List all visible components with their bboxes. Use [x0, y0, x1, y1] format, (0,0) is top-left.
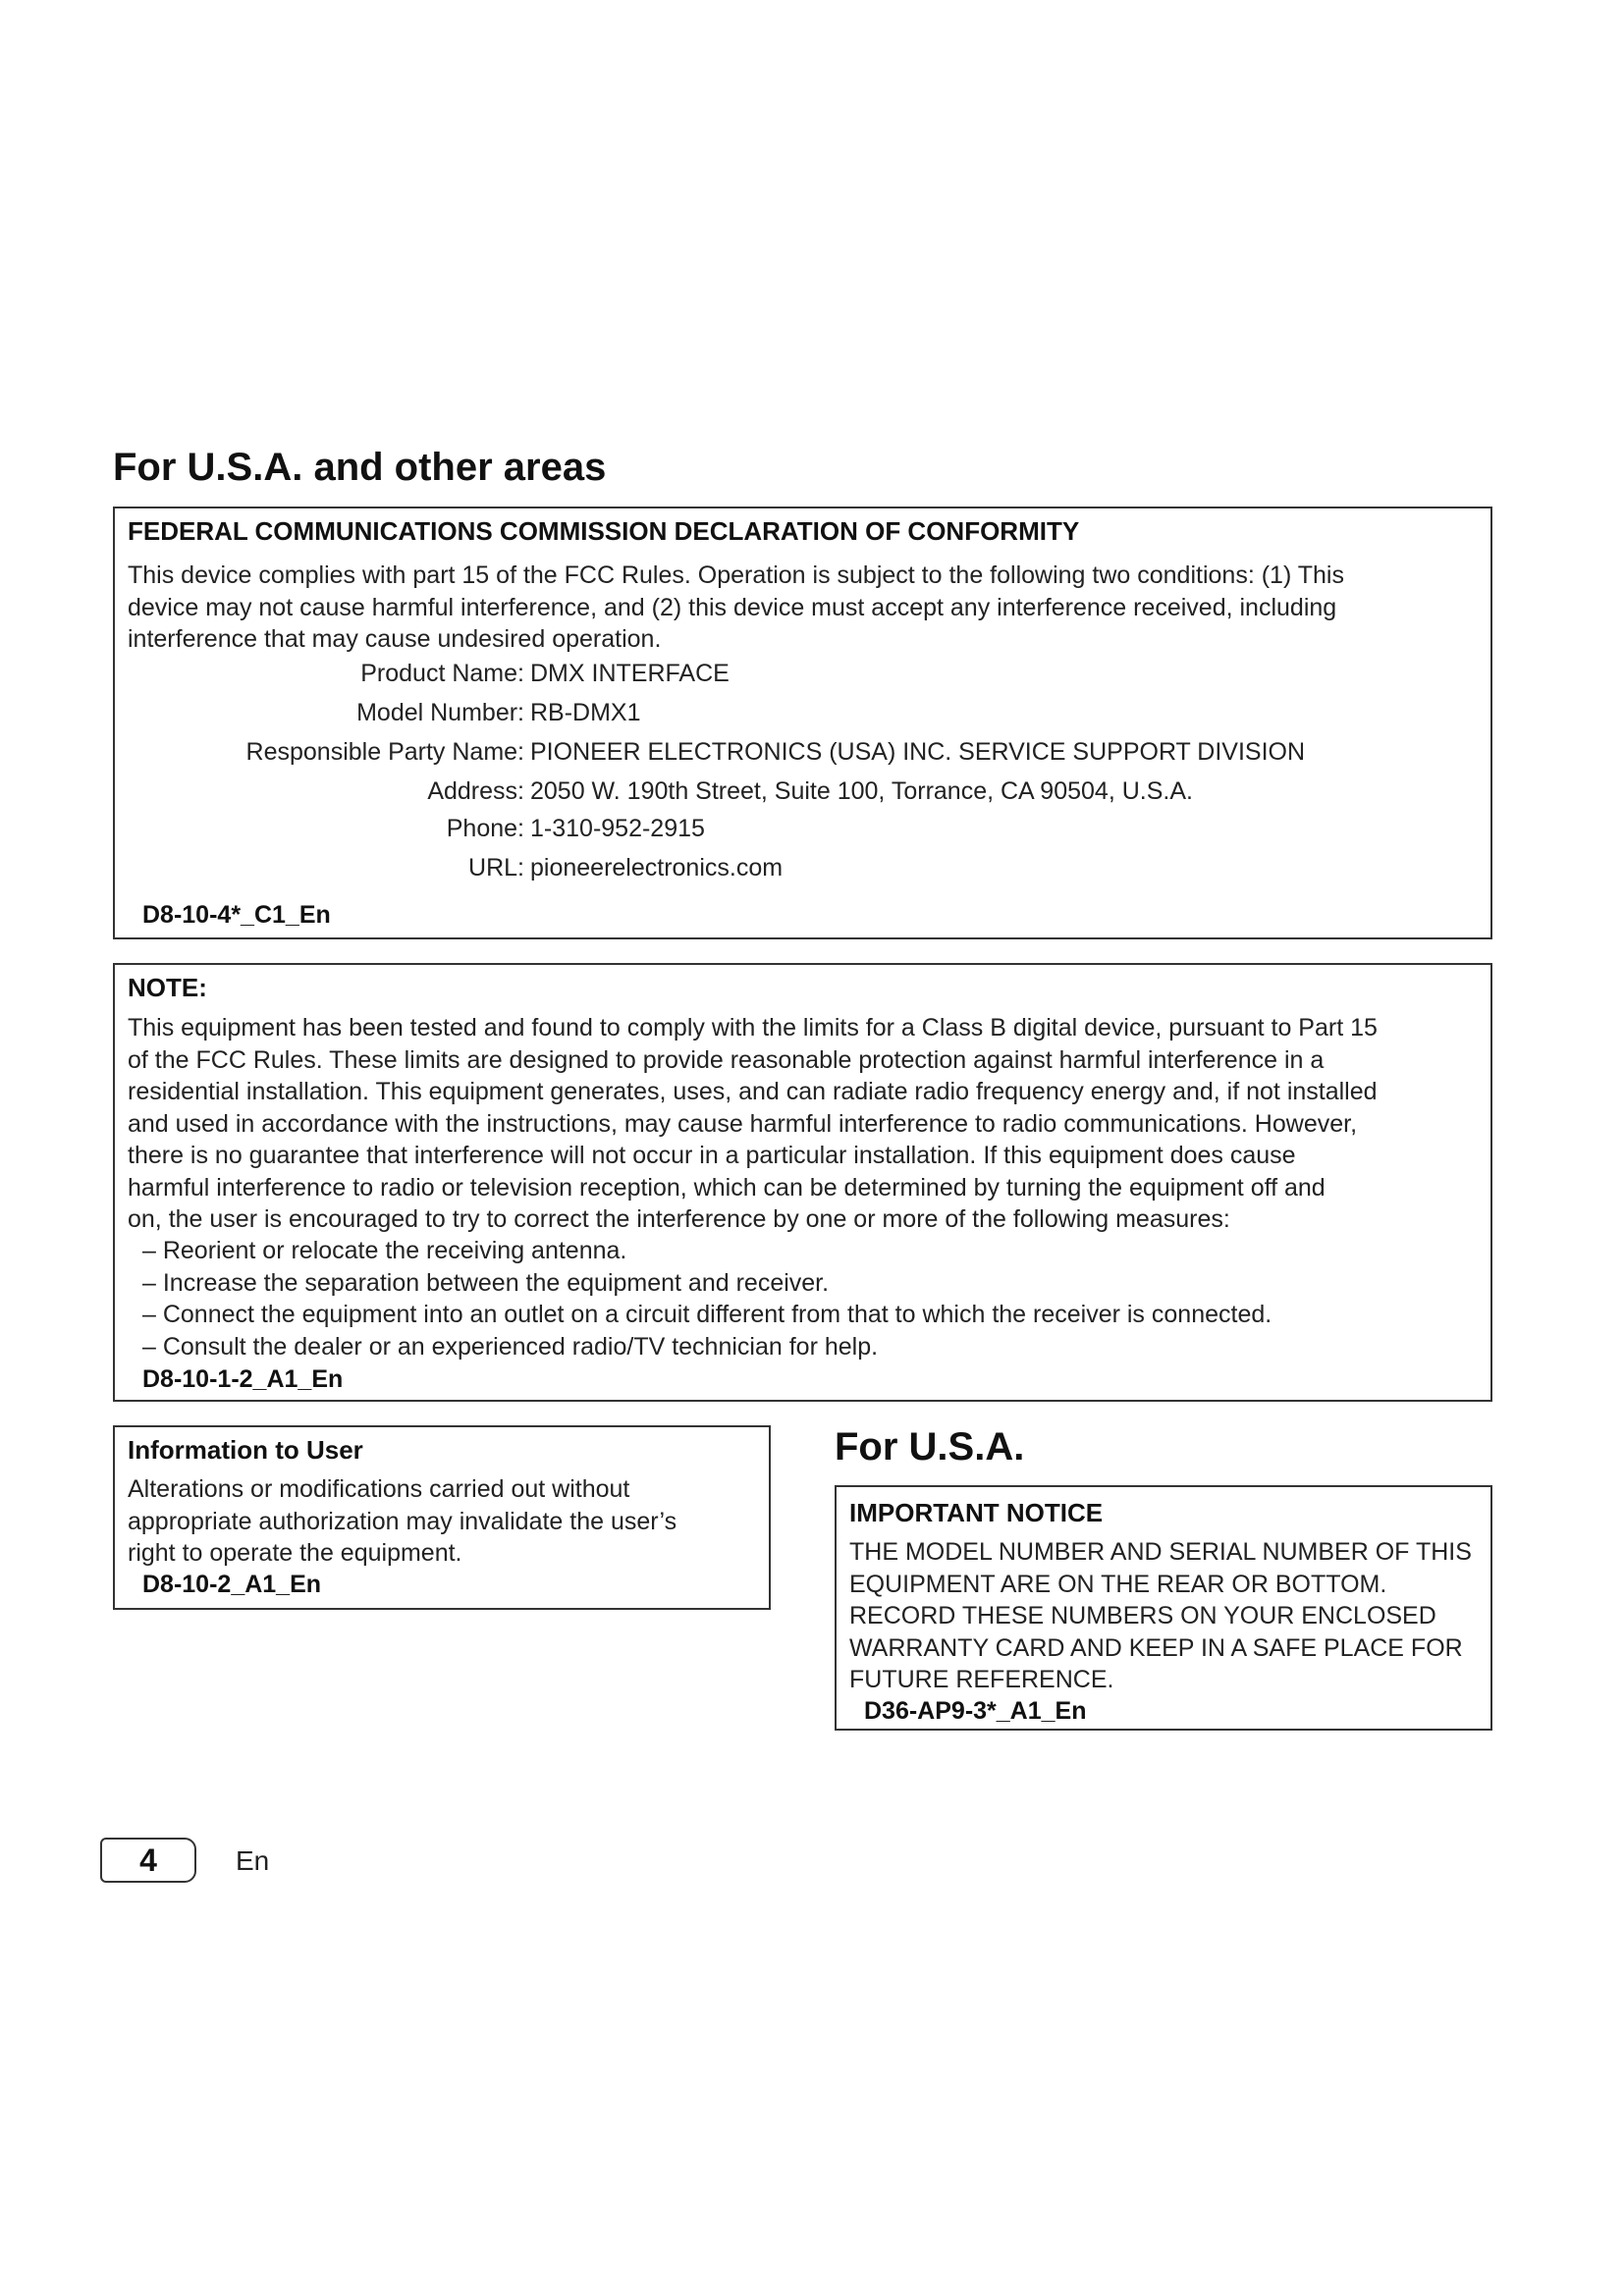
page-number: 4 — [100, 1838, 196, 1883]
important-notice-box — [835, 1485, 1492, 1731]
list-item: – Increase the separation between the equipment and receiver. — [142, 1268, 830, 1297]
paragraph-line: Alterations or modifications carried out without — [128, 1475, 630, 1503]
field-label: Address: — [427, 777, 524, 805]
paragraph-line: of the FCC Rules. These limits are designed to provide reasonable protection against harmful interference in a — [128, 1045, 1325, 1074]
paragraph-line: This device complies with part 15 of the FCC Rules. Operation is subject to the following two conditions: (1) This — [128, 561, 1344, 589]
important-notice-text — [849, 1536, 1488, 1696]
field-responsible-party — [115, 734, 1305, 770]
field-value: DMX INTERFACE — [530, 660, 730, 687]
field-label: Product Name: — [360, 660, 524, 687]
important-notice-heading: IMPORTANT NOTICE — [849, 1498, 1104, 1527]
paragraph-line: on, the user is encouraged to try to correct the interference by one or more of the following measures: — [128, 1205, 1230, 1233]
paragraph-line: there is no guarantee that interference will not occur in a particular installation. If this equipment does cause — [128, 1142, 1296, 1169]
paragraph-line: EQUIPMENT ARE ON THE REAR OR BOTTOM. — [849, 1570, 1387, 1598]
paragraph-line: This equipment has been tested and found to comply with the limits for a Class B digital device, pursuant to Part 15 — [128, 1014, 1378, 1041]
field-address — [115, 774, 1193, 809]
note-measures-list — [142, 1235, 1488, 1362]
section-title-usa-other-areas: For U.S.A. and other areas — [113, 446, 607, 489]
field-product-name — [115, 656, 730, 691]
language-label: En — [236, 1845, 270, 1876]
paragraph-line: THE MODEL NUMBER AND SERIAL NUMBER OF THIS — [849, 1538, 1472, 1566]
paragraph-line: and used in accordance with the instructions, may cause harmful interference to radio communications. However, — [128, 1109, 1358, 1138]
info-to-user-text — [128, 1473, 766, 1570]
section-title-usa: For U.S.A. — [835, 1425, 1025, 1468]
field-label: Model Number: — [356, 699, 524, 726]
important-notice-code: D36-AP9-3*_A1_En — [864, 1697, 1087, 1725]
fcc-field-list — [115, 656, 1489, 881]
field-value: 2050 W. 190th Street, Suite 100, Torrance, CA 90504, U.S.A. — [530, 777, 1193, 805]
list-item: – Connect the equipment into an outlet on a circuit different from that to which the receiver is connected. — [142, 1301, 1272, 1328]
paragraph-line: right to operate the equipment. — [128, 1539, 462, 1567]
note-heading: NOTE: — [128, 973, 207, 1002]
field-value: pioneerelectronics.com — [530, 854, 784, 881]
fcc-declaration-heading: FEDERAL COMMUNICATIONS COMMISSION DECLARATION OF CONFORMITY — [128, 516, 1080, 546]
info-to-user-heading: Information to User — [128, 1435, 363, 1465]
field-url — [115, 850, 783, 885]
paragraph-line: residential installation. This equipment generates, uses, and can radiate radio frequency energy and, if not installed — [128, 1078, 1378, 1105]
note-box — [113, 963, 1492, 1402]
field-label: Responsible Party Name: — [245, 738, 524, 766]
paragraph-line: device may not cause harmful interference, and (2) this device must accept any interference received, including — [128, 593, 1337, 621]
paragraph-line: harmful interference to radio or television reception, which can be determined by turning the equipment off and — [128, 1173, 1326, 1201]
fcc-declaration-code: D8-10-4*_C1_En — [142, 901, 331, 929]
paragraph-line: appropriate authorization may invalidate the user’s — [128, 1507, 677, 1535]
field-value: 1-310-952-2915 — [530, 815, 705, 842]
fcc-declaration-text — [128, 560, 1483, 656]
info-to-user-box — [113, 1425, 771, 1610]
list-item: – Consult the dealer or an experienced radio/TV technician for help. — [142, 1332, 879, 1361]
list-item: – Reorient or relocate the receiving antenna. — [142, 1237, 627, 1264]
field-label: URL: — [468, 854, 524, 881]
field-value: PIONEER ELECTRONICS (USA) INC. SERVICE SUPPORT DIVISION — [530, 738, 1306, 766]
field-label: Phone: — [446, 815, 524, 842]
note-code: D8-10-1-2_A1_En — [142, 1365, 344, 1393]
paragraph-line: WARRANTY CARD AND KEEP IN A SAFE PLACE FOR — [849, 1633, 1463, 1662]
field-phone — [115, 811, 705, 846]
field-value: RB-DMX1 — [530, 699, 641, 726]
note-text — [128, 1012, 1488, 1236]
paragraph-line: RECORD THESE NUMBERS ON YOUR ENCLOSED — [849, 1602, 1436, 1629]
field-model-number — [115, 695, 641, 730]
paragraph-line: interference that may cause undesired operation. — [128, 625, 662, 653]
fcc-declaration-box — [113, 507, 1492, 939]
paragraph-line: FUTURE REFERENCE. — [849, 1666, 1114, 1693]
info-to-user-code: D8-10-2_A1_En — [142, 1571, 322, 1598]
